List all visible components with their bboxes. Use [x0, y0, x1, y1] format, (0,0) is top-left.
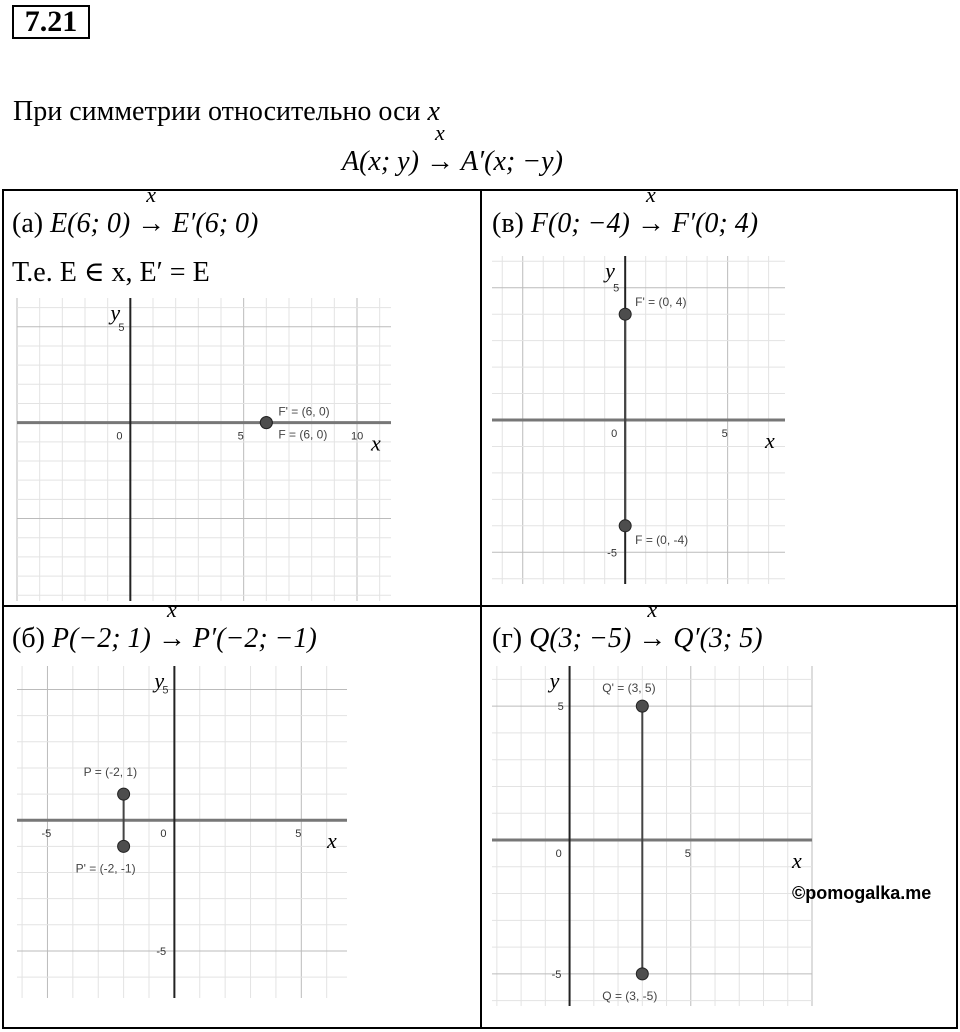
intro-axis-var: x: [427, 96, 440, 127]
intro-text: [13, 96, 440, 128]
panel-a-lhs: E(6; 0): [50, 208, 131, 239]
panel-g-label: (г): [492, 623, 530, 654]
x-tick-label: 5: [684, 848, 691, 861]
point-marker: [619, 520, 631, 532]
x-tick-label: 0: [611, 428, 618, 440]
point-label: Q' = (3, 5): [602, 681, 656, 696]
watermark: ©pomogalka.me: [792, 883, 932, 903]
problem-number: 7.21: [12, 5, 90, 39]
point-label: F = (6, 0): [278, 427, 328, 442]
x-tick-label: 0: [116, 430, 123, 443]
point-marker: [260, 417, 272, 429]
x-tick-label: -5: [41, 828, 52, 841]
y-tick-label: 5: [557, 701, 564, 714]
panel-a-label: (а): [12, 208, 51, 239]
arrow-over-label: x: [167, 597, 177, 622]
arrow-over-label: x: [647, 597, 658, 622]
panel-a-title: [12, 182, 259, 240]
intro-sentence: При симметрии относительно оси: [13, 96, 428, 127]
x-axis-label: x: [792, 848, 802, 874]
x-axis-label: x: [765, 428, 775, 453]
plot-g: [492, 666, 812, 1006]
y-tick-label: -5: [551, 968, 562, 981]
y-tick-label: 5: [162, 684, 169, 697]
arrow-over-label: x: [645, 182, 656, 207]
point-marker: [118, 788, 130, 800]
panel-a-note: Т.е. E ∈ x, E′ = E: [12, 257, 210, 288]
point-marker: [636, 968, 648, 980]
x-axis-label: x: [327, 828, 337, 854]
table-divider-vertical: [480, 189, 482, 1029]
arrow-over-label: x: [146, 182, 157, 207]
panel-b-rhs: P′(−2; −1): [192, 623, 317, 654]
panel-b-label: (б): [12, 623, 52, 654]
panel-v-rhs: F′(0; 4): [671, 208, 759, 239]
panel-b-lhs: P(−2; 1): [51, 623, 151, 654]
arrow-icon: → x: [636, 182, 665, 239]
arrow-icon: → x: [638, 597, 667, 654]
rule-lhs: A(x; y): [342, 146, 419, 177]
point-marker: [636, 700, 648, 712]
y-tick-label: 5: [118, 321, 125, 334]
x-axis-label: x: [371, 430, 381, 456]
panel-v-title: [492, 182, 759, 240]
y-tick-label: 5: [613, 282, 620, 295]
arrow-icon: → x: [137, 182, 166, 239]
panel-a-rhs: E′(6; 0): [172, 208, 259, 239]
point-label: F' = (0, 4): [635, 295, 687, 310]
point-marker: [619, 308, 631, 320]
symmetry-rule: [342, 120, 563, 178]
point-label: Q = (3, -5): [602, 988, 658, 1003]
point-label: F' = (6, 0): [278, 404, 330, 419]
arrow-over-label: x: [435, 120, 445, 145]
x-tick-label: 5: [237, 430, 244, 443]
y-tick-label: -5: [156, 945, 167, 958]
x-tick-label: 5: [295, 828, 302, 841]
panel-g-lhs: Q(3; −5): [529, 623, 632, 654]
arrow-icon: → x: [425, 120, 454, 177]
panel-g-rhs: Q′(3; 5): [673, 623, 763, 654]
rule-rhs: A′(x; −y): [460, 146, 563, 177]
panel-v-lhs: F(0; −4): [530, 208, 630, 239]
y-axis-label: y: [110, 300, 121, 325]
y-axis-label: y: [605, 258, 615, 283]
arrow-icon: → x: [157, 597, 186, 654]
panel-v-label: (в): [492, 208, 531, 239]
plot-v: [492, 256, 785, 584]
x-tick-label: 5: [721, 428, 728, 440]
y-axis-label: y: [549, 668, 560, 693]
panel-g-title: [492, 597, 763, 655]
y-tick-label: -5: [607, 547, 617, 560]
x-tick-label: 0: [160, 828, 167, 841]
point-label: F = (0, -4): [635, 532, 689, 547]
point-label: P' = (-2, -1): [75, 861, 136, 876]
plot-b: [17, 666, 347, 998]
x-tick-label: 0: [555, 848, 562, 861]
point-marker: [118, 840, 130, 852]
x-tick-label: 10: [351, 430, 364, 443]
plot-a: [17, 298, 391, 601]
y-axis-label: y: [154, 668, 165, 693]
table-divider-horizontal: [2, 605, 958, 607]
point-label: P = (-2, 1): [83, 765, 138, 780]
panel-b-title: [12, 597, 317, 655]
